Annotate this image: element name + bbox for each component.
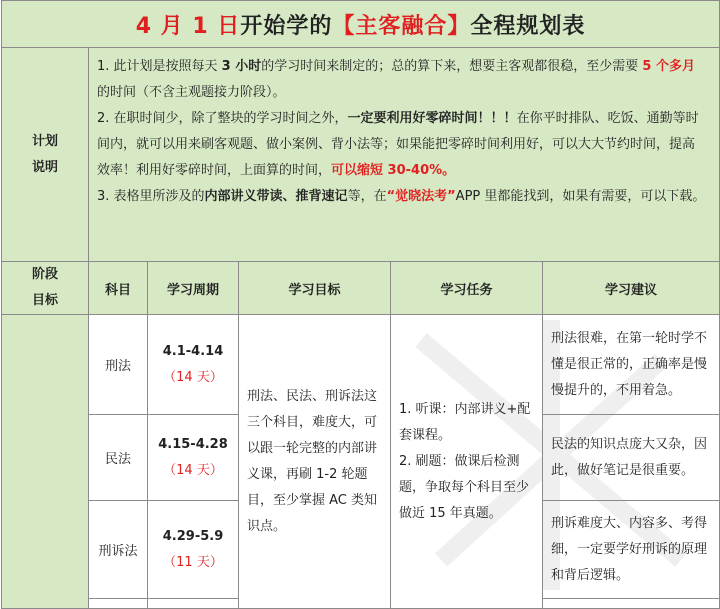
title-highlight: 【主客融合】 <box>332 13 471 39</box>
period-cell: 4.15-4.28 （14 天） <box>148 415 239 501</box>
advice-cell: 刑诉难度大、内容多、考得细，一定要学好刑诉的原理和背后逻辑。 <box>543 501 720 599</box>
header-goal: 学习目标 <box>239 262 391 315</box>
period-cell: 4.1-4.14 （14 天） <box>148 315 239 415</box>
description-item-3: 3. 表格里所涉及的内部讲义带读、推背速记等，在“觉晓法考”APP 里都能找到，如果有需要，可以下载。 <box>97 189 706 204</box>
period-cell: 4.29-5.9 （11 天） <box>148 501 239 599</box>
header-stage: 阶段 目标 <box>2 262 89 315</box>
subject-cell: 民法 <box>89 415 148 501</box>
task-cell: 1. 听课：内部讲义+配套课程。 2. 刷题：做课后检测题，争取每个科目至少做近 15 年真题。 <box>391 315 543 609</box>
advice-cell: 刑法很难，在第一轮时学不懂是很正常的，正确率是慢慢提升的，不用着急。 <box>543 315 720 415</box>
plan-description-label: 计划 说明 <box>2 48 89 262</box>
title-end: 全程规划表 <box>470 13 586 39</box>
advice-cell: 民法的知识点庞大又杂，因此，做好笔记是很重要。 <box>543 415 720 501</box>
header-task: 学习任务 <box>391 262 543 315</box>
goal-cell: 刑法、民法、刑诉法这三个科目，难度大，可以跟一轮完整的内部讲义课，再刷 1-2 轮题目，至少掌握 AC 类知识点。 <box>239 315 391 609</box>
stage-cell <box>2 315 89 609</box>
subject-cell: 刑诉法 <box>89 501 148 599</box>
title-start: 开始学的 <box>240 13 333 39</box>
description-item-1: 1. 此计划是按照每天 3 小时的学习时间来制定的；总的算下来，想要主客观都很稳，至少需要 5 个多月的时间（不含主观题接力阶段）。 <box>97 59 695 100</box>
header-period: 学习周期 <box>148 262 239 315</box>
plan-description <box>89 48 720 262</box>
header-subject: 科目 <box>89 262 148 315</box>
description-item-2: 2. 在职时间少，除了整块的学习时间之外，一定要利用好零碎时间！！！在你平时排队、吃饭、通勤等时间内，就可以用来刷客观题、做小案例、背小法等；如果能把零碎时间利用好，可以大大节约时间，提高效率！利用好零碎时间，上面算的时间，可以缩短 30-40%。 <box>97 111 699 178</box>
title-date: 4 月 1 日 <box>135 13 241 39</box>
header-advice: 学习建议 <box>543 262 720 315</box>
plan-sheet <box>1 0 719 604</box>
page-title <box>2 1 720 48</box>
subject-cell: 刑法 <box>89 315 148 415</box>
plan-table <box>1 0 720 609</box>
